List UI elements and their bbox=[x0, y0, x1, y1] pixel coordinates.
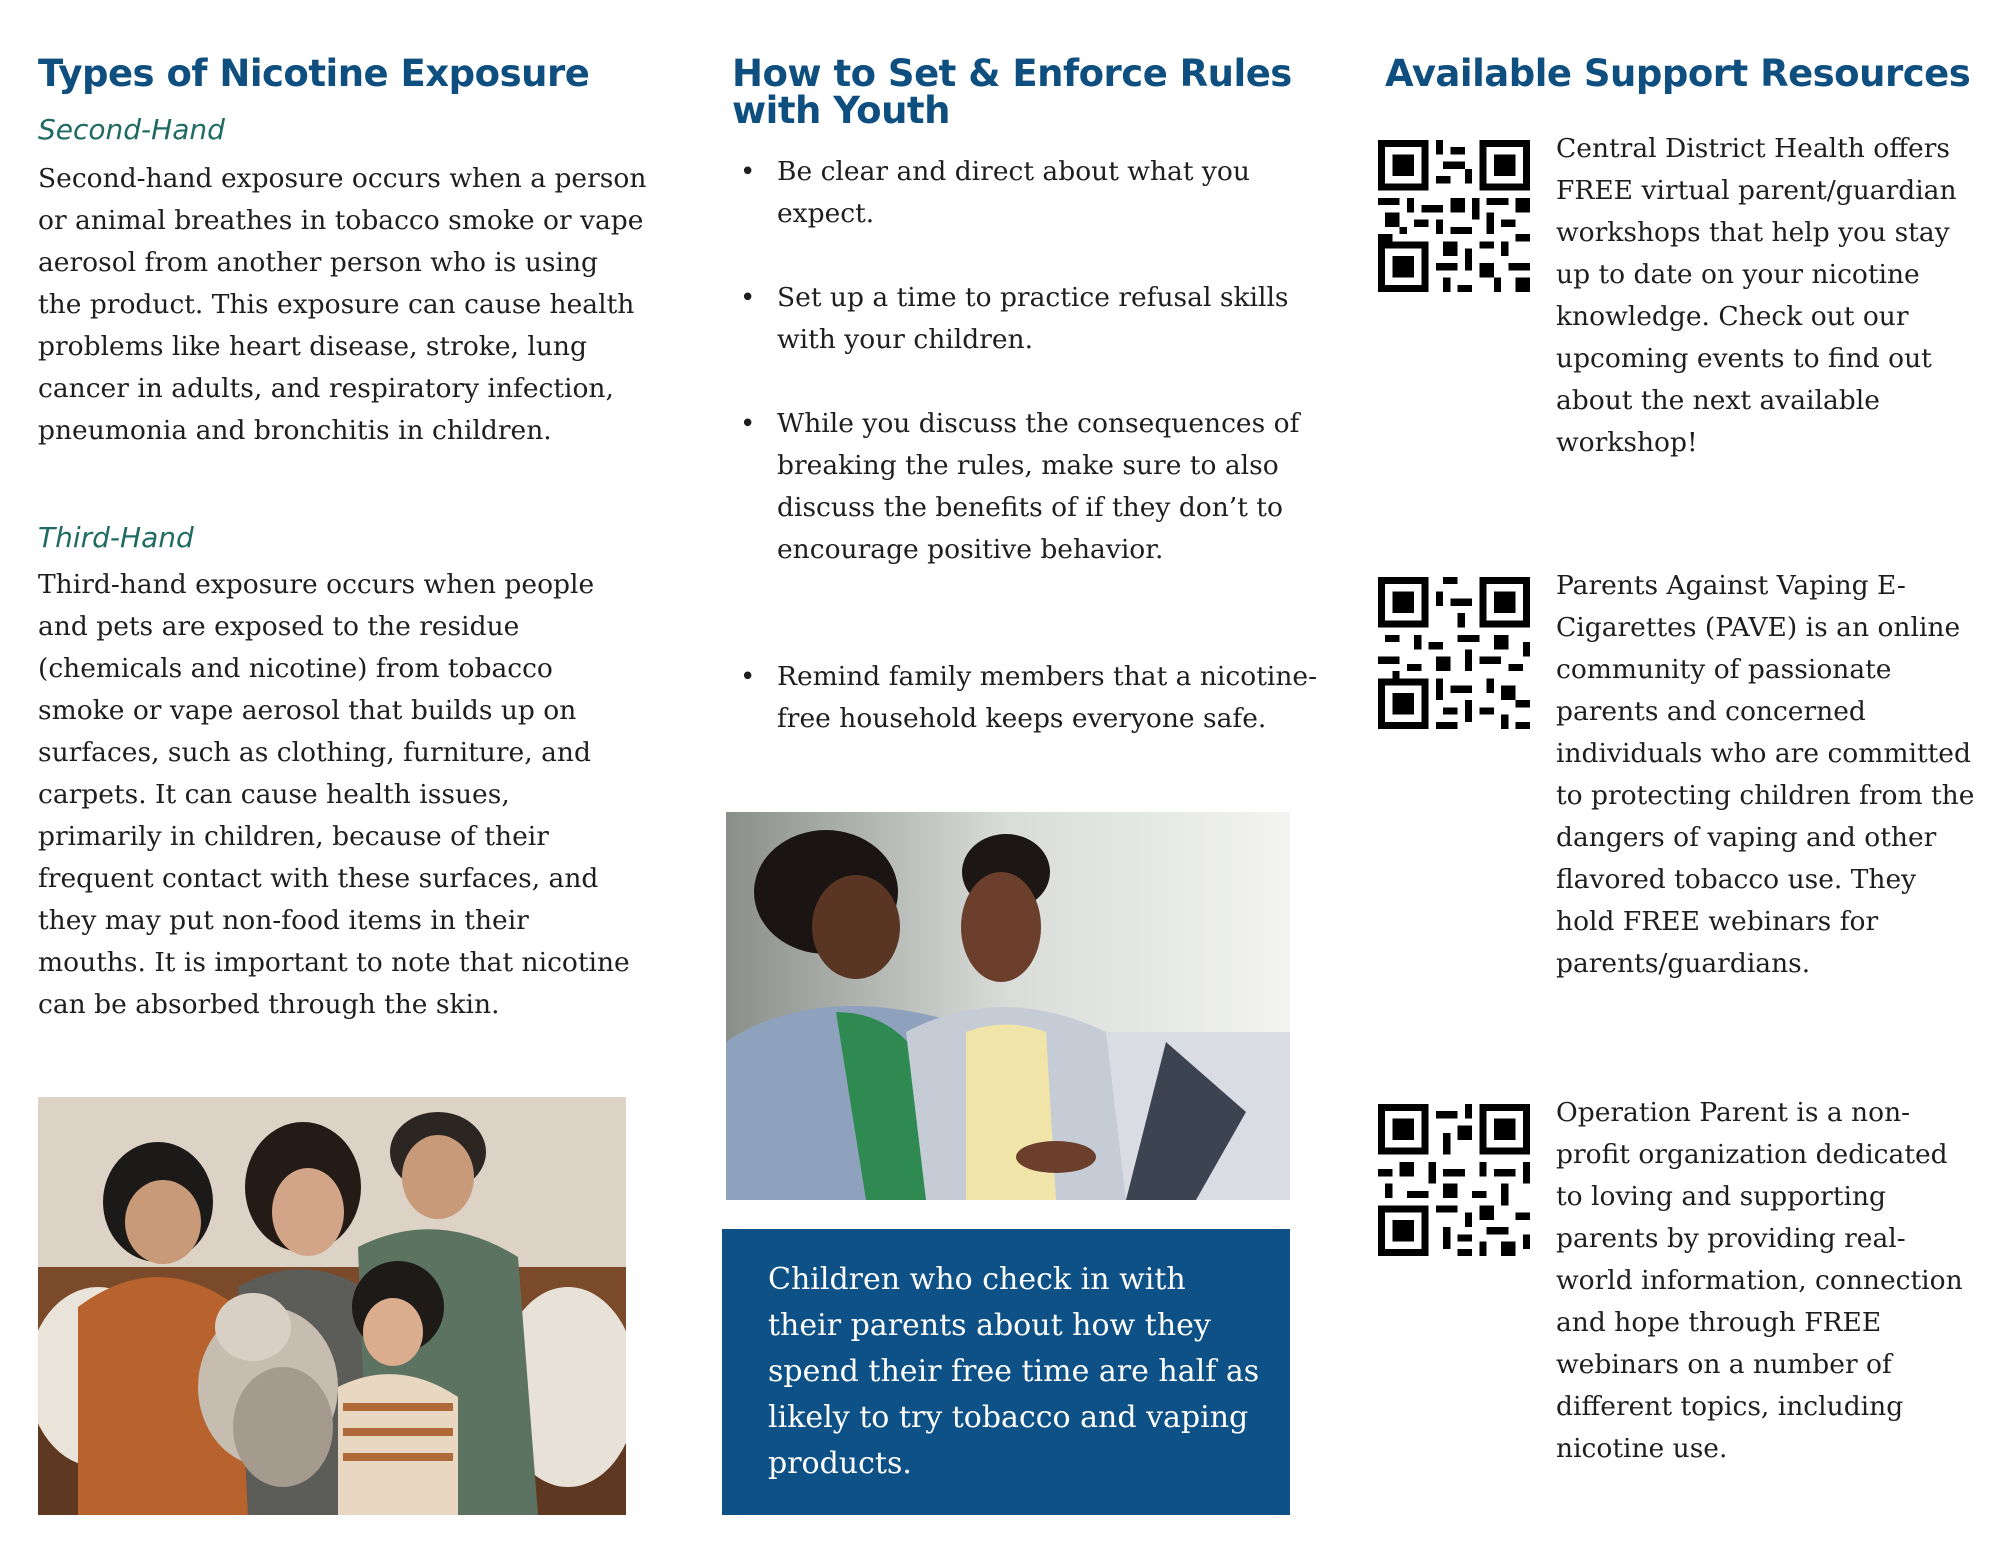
second-hand-title: Second-Hand bbox=[38, 113, 225, 146]
rule-text: Be clear and direct about what you expect. bbox=[777, 156, 1250, 229]
bullet-icon: • bbox=[740, 409, 756, 439]
rules-list-item bbox=[725, 403, 1337, 571]
rule-text: While you discuss the consequences of breaking the rules, make sure to also discuss the benefits of if they don’t to encourage positive behavior. bbox=[777, 408, 1300, 565]
exposure-heading: Types of Nicotine Exposure bbox=[38, 52, 590, 95]
qr-code-icon[interactable] bbox=[1378, 577, 1530, 729]
qr-code-icon[interactable] bbox=[1378, 1104, 1530, 1256]
rules-heading-line2: with Youth bbox=[732, 89, 950, 132]
second-hand-text: Second-hand exposure occurs when a person or animal breathes in tobacco smoke or vape aerosol from another person who is using the product. This exposure can cause health problems like heart disease, stroke, lung cancer in adults, and respiratory infection, pneumonia and bronchitis in children. bbox=[38, 163, 647, 446]
rules-list-item bbox=[725, 277, 1337, 361]
resources-heading: Available Support Resources bbox=[1385, 52, 1971, 95]
bullet-icon: • bbox=[740, 662, 756, 692]
statistic-callout bbox=[722, 1229, 1290, 1515]
resource-description: Operation Parent is a non-profit organization dedicated to loving and supporting parents by providing real-world information, connection and hope through FREE webinars on a number of different topics, including nicotine use. bbox=[1556, 1097, 1963, 1464]
rules-heading-line1: How to Set & Enforce Rules bbox=[732, 52, 1292, 95]
resource-description: Parents Against Vaping E-Cigarettes (PAVE) is an online community of passionate parents and concerned individuals who are committed to protecting children from the dangers of vaping and other flavored tobacco use. They hold FREE webinars for parents/guardians. bbox=[1556, 570, 1975, 979]
rule-text: Remind family members that a nicotine-free household keeps everyone safe. bbox=[777, 661, 1318, 734]
rules-list-item bbox=[725, 656, 1337, 740]
third-hand-text: Third-hand exposure occurs when people and pets are exposed to the residue (chemicals and nicotine) from tobacco smoke or vape aerosol that builds up on surfaces, such as clothing, furniture, and carpets. It can cause health issues, primarily in children, because of their frequent contact with these surfaces, and they may put non-food items in their mouths. It is important to note that nicotine can be absorbed through the skin. bbox=[38, 569, 630, 1020]
rules-list-item bbox=[725, 151, 1337, 235]
third-hand-title: Third-Hand bbox=[38, 521, 194, 554]
rule-text: Set up a time to practice refusal skills with your children. bbox=[777, 282, 1289, 355]
callout-text: Children who check in with their parents about how they spend their free time are half as likely to try tobacco and vaping products. bbox=[768, 1262, 1260, 1481]
bullet-icon: • bbox=[740, 283, 756, 313]
resource-description: Central District Health offers FREE virtual parent/guardian workshops that help you stay up to date on your nicotine knowledge. Check out our upcoming events to find out about the next available workshop! bbox=[1556, 133, 1957, 458]
bullet-icon: • bbox=[740, 157, 756, 187]
qr-code-icon[interactable] bbox=[1378, 140, 1530, 292]
family-photo bbox=[38, 1097, 626, 1515]
parent-child-photo bbox=[726, 812, 1290, 1200]
